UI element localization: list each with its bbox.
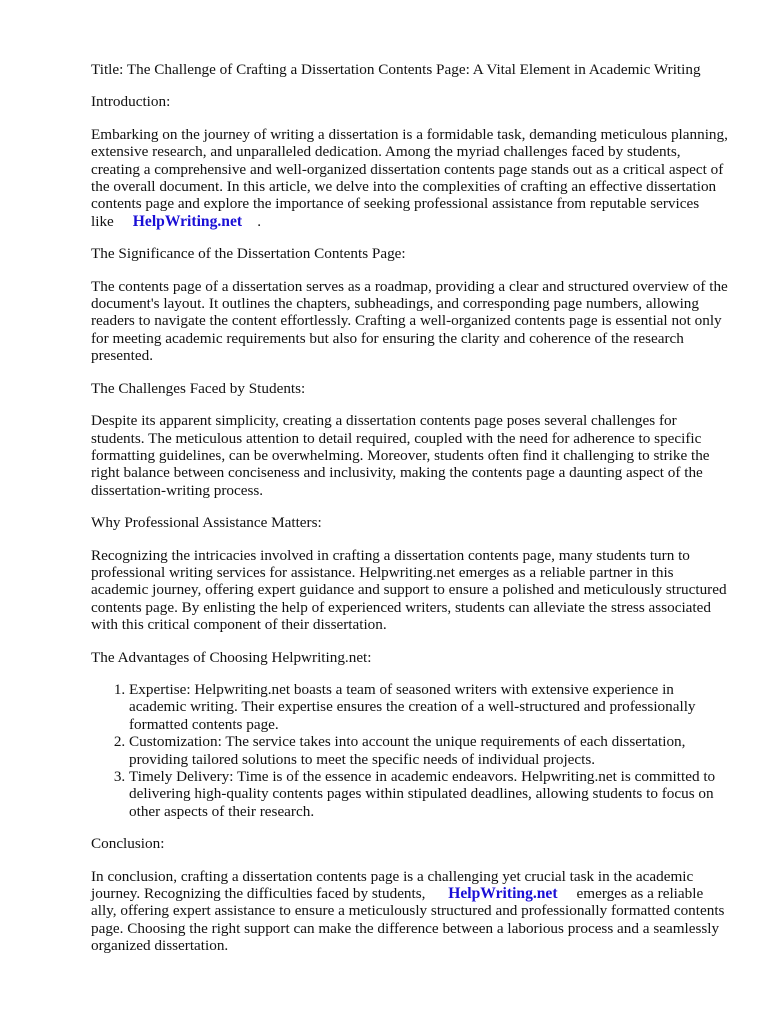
challenges-heading: The Challenges Faced by Students: <box>91 379 306 397</box>
document-body <box>91 61 731 970</box>
introduction-text: Embarking on the journey of writing a dissertation is a formidable task, demanding meticulous planning, extensive research, and unparalleled dedication. Among the myriad challenges faced by students, creating a comprehensive and well-organized dissertation contents page stands out as a critical aspect of the overall document. In this article, we delve into the complexities of crafting an effective dissertation contents page and explore the importance of seeking professional assistance from reputable services like <box>91 125 728 230</box>
advantages-heading: The Advantages of Choosing Helpwriting.net: <box>91 648 372 666</box>
why-paragraph: Recognizing the intricacies involved in crafting a dissertation contents page, many students turn to professional writing services for assistance. Helpwriting.net emerges as a reliable partner in this academic journey, offering expert guidance and support to ensure a polished and meticulously structured contents page. By enlisting the help of experienced writers, students can alleviate the stress associated with this critical component of their dissertation. <box>91 546 727 634</box>
introduction-period: . <box>257 212 262 230</box>
why-heading: Why Professional Assistance Matters: <box>91 514 322 532</box>
significance-heading: The Significance of the Dissertation Contents Page: <box>91 245 406 263</box>
list-item: 1. Expertise: Helpwriting.net boasts a team of seasoned writers with extensive experience in academic writing. Their expertise ensures the creation of a well-structured and professionally formatted contents page. <box>129 681 731 733</box>
list-item: 3. Timely Delivery: Time is of the essence in academic endeavors. Helpwriting.net is committed to delivering high-quality contents pages within stipulated deadlines, allowing students to focus on other aspects of their research. <box>129 768 731 820</box>
list-item: 2. Customization: The service takes into account the unique requirements of each dissertation, providing tailored solutions to meet the specific needs of individual projects. <box>129 733 731 768</box>
helpwriting-link[interactable]: HelpWriting.net <box>448 885 558 903</box>
document-title: Title: The Challenge of Crafting a Dissertation Contents Page: A Vital Element in Academic Writing <box>91 61 701 78</box>
conclusion-text-start: In conclusion, crafting a dissertation contents page is a challenging yet crucial task in the academic journey. Recognizing the difficulties faced by students, <box>91 867 694 903</box>
conclusion-paragraph <box>91 868 731 955</box>
introduction-heading: Introduction: <box>91 93 171 111</box>
challenges-paragraph: Despite its apparent simplicity, creating a dissertation contents page poses several challenges for students. The meticulous attention to detail required, coupled with the need for adherence to specific formatting guidelines, can be overwhelming. Moreover, students often find it challenging to strike the right balance between conciseness and inclusivity, making the contents page a daunting aspect of the dissertation-writing process. <box>91 412 710 499</box>
advantages-list <box>91 681 731 820</box>
introduction-paragraph <box>91 126 731 230</box>
helpwriting-link[interactable]: HelpWriting.net <box>132 212 243 230</box>
conclusion-text-end: emerges as a reliable ally, offering expert assistance to ensure a meticulously structured and professionally formatted contents page. Choosing the right support can make the difference between a laborious process and a seamlessly organized dissertation. <box>91 885 725 955</box>
conclusion-heading: Conclusion: <box>91 835 165 853</box>
significance-paragraph: The contents page of a dissertation serves as a roadmap, providing a clear and structured overview of the document's layout. It outlines the chapters, subheadings, and corresponding page numbers, allowing readers to navigate the content effortlessly. Crafting a well-organized contents page is essential not only for meeting academic requirements but also for ensuring the clarity and coherence of the research presented. <box>91 277 728 365</box>
